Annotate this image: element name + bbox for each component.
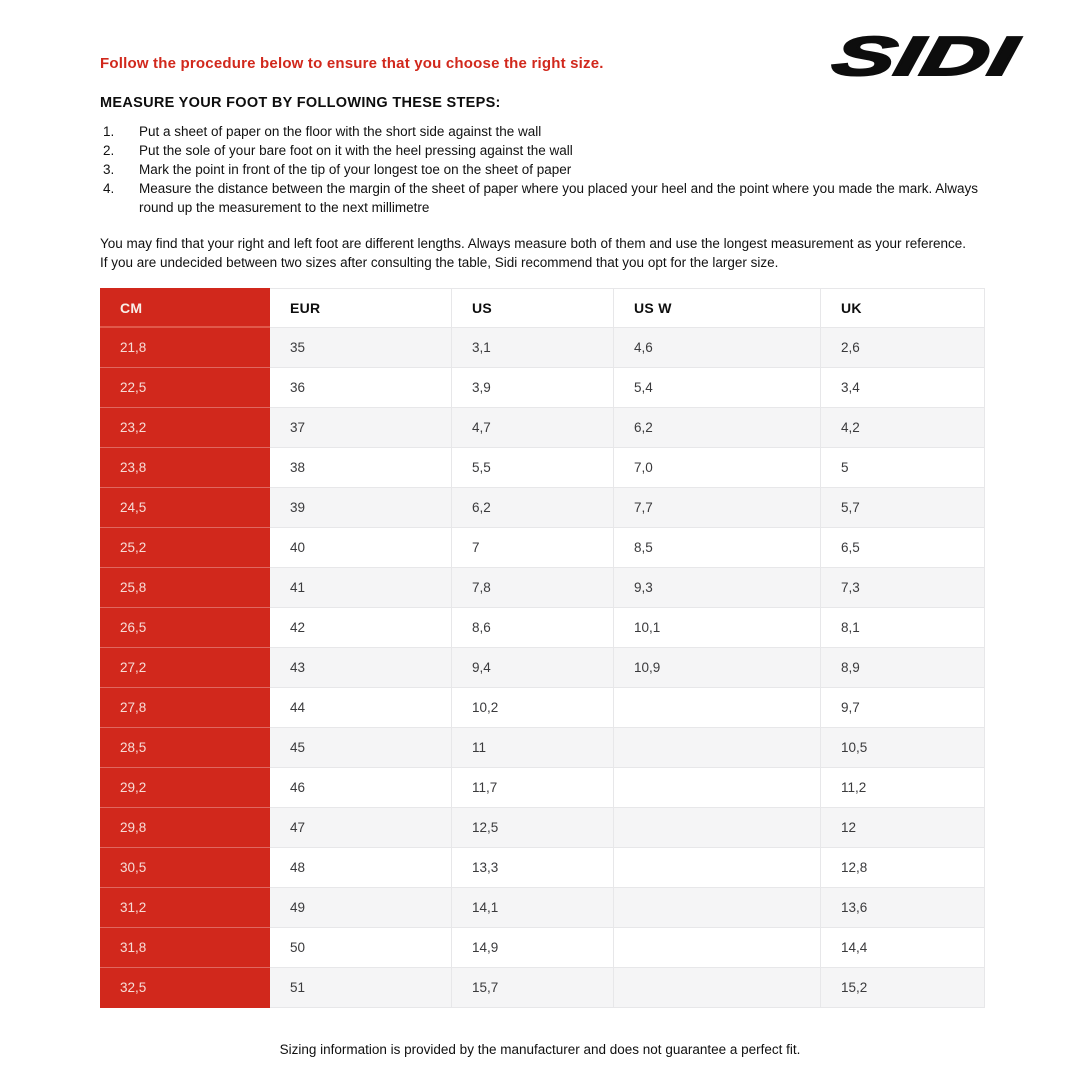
size-cell bbox=[614, 808, 821, 848]
table-row bbox=[100, 488, 985, 528]
size-cell: 40 bbox=[270, 528, 452, 568]
table-row bbox=[100, 968, 985, 1008]
cm-cell: 29,2 bbox=[100, 768, 270, 808]
cm-cell: 31,8 bbox=[100, 928, 270, 968]
size-cell bbox=[614, 888, 821, 928]
size-cell bbox=[614, 968, 821, 1008]
size-cell: 49 bbox=[270, 888, 452, 928]
size-cell bbox=[614, 848, 821, 888]
size-cell bbox=[614, 928, 821, 968]
size-cell: 37 bbox=[270, 408, 452, 448]
size-cell: 5 bbox=[821, 448, 985, 488]
cm-cell: 22,5 bbox=[100, 368, 270, 408]
size-cell bbox=[614, 728, 821, 768]
table-row bbox=[100, 408, 985, 448]
column-header-uk: UK bbox=[821, 288, 985, 328]
steps-list bbox=[100, 122, 985, 217]
size-cell: 9,4 bbox=[452, 648, 614, 688]
size-cell: 7,3 bbox=[821, 568, 985, 608]
size-cell: 12 bbox=[821, 808, 985, 848]
size-cell: 10,5 bbox=[821, 728, 985, 768]
cm-cell: 31,2 bbox=[100, 888, 270, 928]
size-cell: 7,8 bbox=[452, 568, 614, 608]
size-conversion-table bbox=[100, 288, 985, 1008]
table-row bbox=[100, 848, 985, 888]
size-cell: 6,2 bbox=[614, 408, 821, 448]
table-row bbox=[100, 368, 985, 408]
size-cell: 46 bbox=[270, 768, 452, 808]
size-cell: 45 bbox=[270, 728, 452, 768]
size-cell: 11,7 bbox=[452, 768, 614, 808]
size-cell: 3,1 bbox=[452, 328, 614, 368]
table-row bbox=[100, 768, 985, 808]
size-cell: 38 bbox=[270, 448, 452, 488]
size-cell: 11,2 bbox=[821, 768, 985, 808]
intro-instruction: Follow the procedure below to ensure that you choose the right size. bbox=[100, 55, 604, 72]
sidi-logo bbox=[824, 26, 1034, 86]
size-cell: 35 bbox=[270, 328, 452, 368]
size-cell: 9,3 bbox=[614, 568, 821, 608]
cm-cell: 27,8 bbox=[100, 688, 270, 728]
cm-cell: 25,2 bbox=[100, 528, 270, 568]
table-body bbox=[100, 328, 985, 1008]
size-cell bbox=[614, 768, 821, 808]
size-cell: 5,5 bbox=[452, 448, 614, 488]
table-header-row bbox=[100, 288, 985, 328]
size-cell: 13,3 bbox=[452, 848, 614, 888]
cm-cell: 32,5 bbox=[100, 968, 270, 1008]
step-item-4: Measure the distance between the margin of the sheet of paper where you placed your heel and the point where you made the mark. Always round up the measurement to the next millimetre bbox=[139, 181, 979, 215]
size-cell: 12,8 bbox=[821, 848, 985, 888]
table-row bbox=[100, 728, 985, 768]
cm-cell: 27,2 bbox=[100, 648, 270, 688]
size-cell: 41 bbox=[270, 568, 452, 608]
size-cell: 7,7 bbox=[614, 488, 821, 528]
step-item-3: Mark the point in front of the tip of your longest toe on the sheet of paper bbox=[139, 162, 572, 177]
sidi-logo-graphic bbox=[824, 26, 1034, 86]
size-cell: 11 bbox=[452, 728, 614, 768]
cm-cell: 30,5 bbox=[100, 848, 270, 888]
size-cell: 48 bbox=[270, 848, 452, 888]
size-cell: 42 bbox=[270, 608, 452, 648]
column-header-usw: US W bbox=[614, 288, 821, 328]
steps-heading: MEASURE YOUR FOOT BY FOLLOWING THESE STEPS: bbox=[100, 95, 501, 111]
size-cell bbox=[614, 688, 821, 728]
size-cell: 10,2 bbox=[452, 688, 614, 728]
size-cell: 47 bbox=[270, 808, 452, 848]
size-cell: 7,0 bbox=[614, 448, 821, 488]
table-row bbox=[100, 808, 985, 848]
table-row bbox=[100, 688, 985, 728]
size-cell: 36 bbox=[270, 368, 452, 408]
size-cell: 14,9 bbox=[452, 928, 614, 968]
size-cell: 14,1 bbox=[452, 888, 614, 928]
column-header-us: US bbox=[452, 288, 614, 328]
table-row bbox=[100, 608, 985, 648]
size-cell: 6,2 bbox=[452, 488, 614, 528]
cm-cell: 21,8 bbox=[100, 328, 270, 368]
footer-disclaimer: Sizing information is provided by the manufacturer and does not guarantee a perfect fit. bbox=[279, 1042, 801, 1057]
cm-cell: 23,2 bbox=[100, 408, 270, 448]
size-cell: 7 bbox=[452, 528, 614, 568]
table-row bbox=[100, 448, 985, 488]
cm-cell: 26,5 bbox=[100, 608, 270, 648]
size-cell: 3,9 bbox=[452, 368, 614, 408]
size-cell: 44 bbox=[270, 688, 452, 728]
table-row bbox=[100, 328, 985, 368]
column-header-cm: CM bbox=[100, 288, 270, 328]
size-cell: 8,1 bbox=[821, 608, 985, 648]
size-cell: 12,5 bbox=[452, 808, 614, 848]
size-cell: 4,2 bbox=[821, 408, 985, 448]
cm-cell: 29,8 bbox=[100, 808, 270, 848]
step-item-1: Put a sheet of paper on the floor with the short side against the wall bbox=[139, 124, 542, 139]
size-cell: 4,6 bbox=[614, 328, 821, 368]
cm-cell: 25,8 bbox=[100, 568, 270, 608]
size-cell: 13,6 bbox=[821, 888, 985, 928]
table-row bbox=[100, 888, 985, 928]
table-row bbox=[100, 568, 985, 608]
size-cell: 43 bbox=[270, 648, 452, 688]
size-cell: 10,9 bbox=[614, 648, 821, 688]
size-cell: 3,4 bbox=[821, 368, 985, 408]
size-cell: 4,7 bbox=[452, 408, 614, 448]
cm-cell: 24,5 bbox=[100, 488, 270, 528]
note-both-feet: You may find that your right and left foot are different lengths. Always measure both of them and use the longest measurement as your reference. bbox=[100, 236, 967, 251]
table-row bbox=[100, 928, 985, 968]
table-row bbox=[100, 528, 985, 568]
size-cell: 5,7 bbox=[821, 488, 985, 528]
note-larger-size: If you are undecided between two sizes after consulting the table, Sidi recommend that you opt for the larger size. bbox=[100, 255, 779, 270]
size-cell: 39 bbox=[270, 488, 452, 528]
size-cell: 50 bbox=[270, 928, 452, 968]
size-cell: 15,2 bbox=[821, 968, 985, 1008]
size-cell: 8,9 bbox=[821, 648, 985, 688]
size-cell: 2,6 bbox=[821, 328, 985, 368]
size-cell: 51 bbox=[270, 968, 452, 1008]
size-cell: 14,4 bbox=[821, 928, 985, 968]
cm-cell: 23,8 bbox=[100, 448, 270, 488]
size-cell: 8,6 bbox=[452, 608, 614, 648]
table-row bbox=[100, 648, 985, 688]
size-cell: 6,5 bbox=[821, 528, 985, 568]
cm-cell: 28,5 bbox=[100, 728, 270, 768]
sidi-logo-text: SIDI bbox=[827, 26, 948, 86]
measurement-notes bbox=[100, 234, 985, 272]
column-header-eur: EUR bbox=[270, 288, 452, 328]
size-cell: 15,7 bbox=[452, 968, 614, 1008]
size-cell: 10,1 bbox=[614, 608, 821, 648]
size-cell: 8,5 bbox=[614, 528, 821, 568]
size-cell: 5,4 bbox=[614, 368, 821, 408]
size-cell: 9,7 bbox=[821, 688, 985, 728]
step-item-2: Put the sole of your bare foot on it with the heel pressing against the wall bbox=[139, 143, 573, 158]
